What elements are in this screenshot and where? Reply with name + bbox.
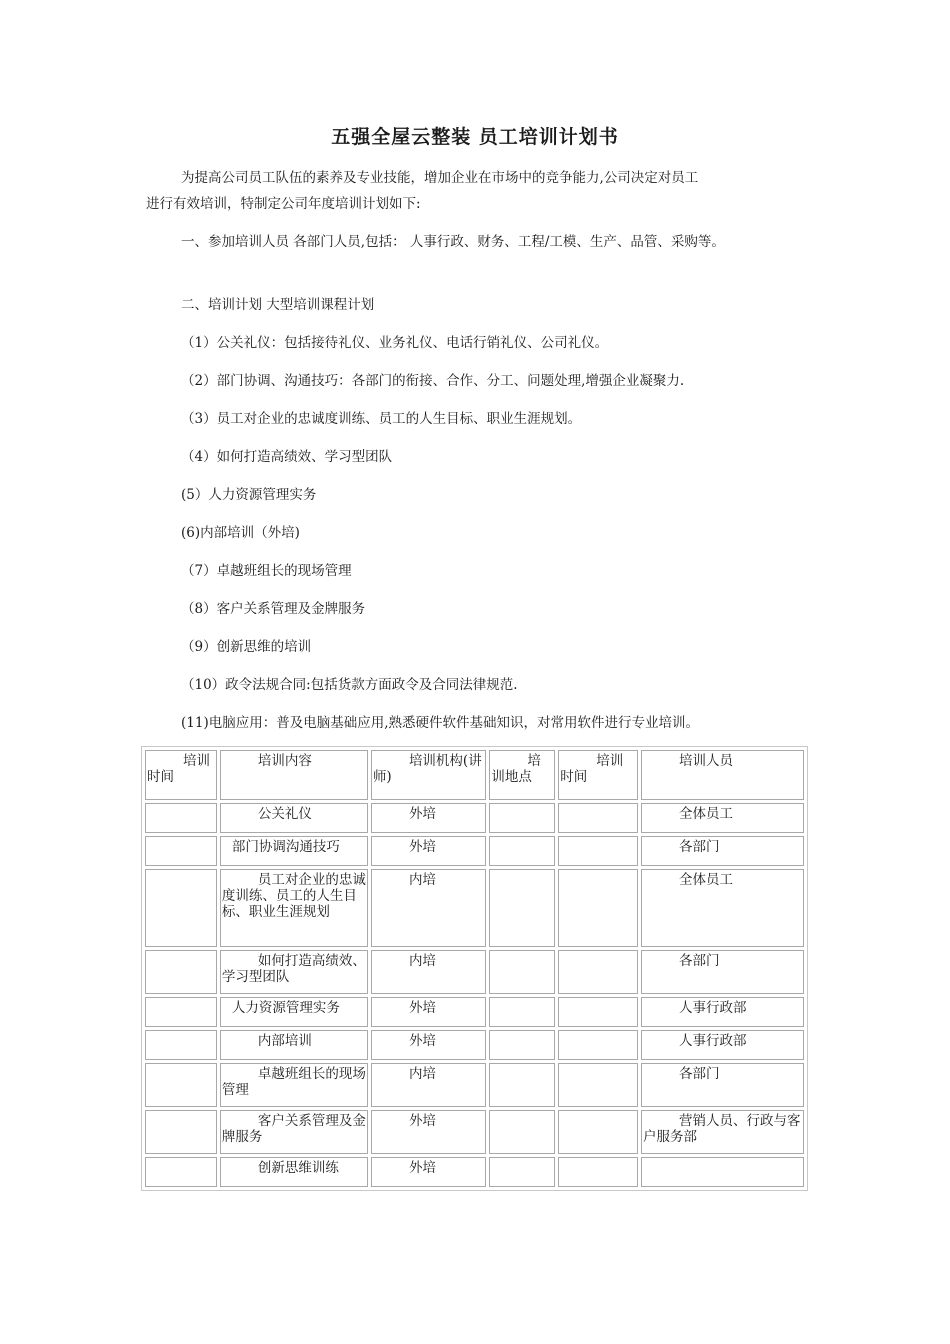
table-cell [558,997,638,1027]
table-cell: 内培 [371,869,486,947]
table-cell: 各部门 [641,1063,804,1107]
table-cell [489,1157,555,1187]
table-row [145,1110,804,1154]
table-row [145,1157,804,1187]
table-cell [489,997,555,1027]
table-cell [145,1030,217,1060]
table-cell [558,1157,638,1187]
table-cell [489,869,555,947]
table-row [145,1030,804,1060]
table-cell: 内培 [371,950,486,994]
table-cell [145,1110,217,1154]
table-row [145,836,804,866]
table-cell [558,1063,638,1107]
table-cell: 营销人员、行政与客户服务部 [641,1110,804,1154]
section-training-plan: 二、培训计划 大型培训课程计划 [181,297,375,313]
table-cell: 人事行政部 [641,1030,804,1060]
table-cell: 部门协调沟通技巧 [220,836,368,866]
plan-item: （2）部门协调、沟通技巧：各部门的衔接、合作、分工、问题处理,增强企业凝聚力. [181,373,685,389]
table-cell [145,1063,217,1107]
table-cell [489,1110,555,1154]
table-row [145,997,804,1027]
table-cell: 客户关系管理及金牌服务 [220,1110,368,1154]
table-row [145,1063,804,1107]
table-cell: 外培 [371,836,486,866]
header-cell: 培训人员 [641,750,804,800]
table-cell [145,950,217,994]
table-cell: 如何打造高绩效、学习型团队 [220,950,368,994]
table-cell [145,1157,217,1187]
table-cell: 外培 [371,997,486,1027]
table-cell: 卓越班组长的现场管理 [220,1063,368,1107]
table-cell: 外培 [371,1030,486,1060]
table-cell: 各部门 [641,950,804,994]
plan-item: （3）员工对企业的忠诚度训练、员工的人生目标、职业生涯规划。 [181,411,582,427]
table-cell: 公关礼仪 [220,803,368,833]
table-header-row [145,750,804,800]
plan-item: (11)电脑应用：普及电脑基础应用,熟悉硬件软件基础知识，对常用软件进行专业培训。 [181,715,700,731]
plan-item: （4）如何打造高绩效、学习型团队 [181,449,393,465]
intro-line-1: 为提高公司员工队伍的素养及专业技能，增加企业在市场中的竞争能力,公司决定对员工 [181,170,699,186]
plan-item: （9）创新思维的培训 [181,639,312,655]
table-cell [489,1063,555,1107]
table-cell [558,950,638,994]
plan-item: (6)内部培训（外培) [181,525,300,541]
table-cell [145,836,217,866]
table-row [145,803,804,833]
table-cell [558,869,638,947]
table-cell [489,1030,555,1060]
document-title: 五强全屋云整装 员工培训计划书 [331,126,619,148]
header-cell: 培训时间 [145,750,217,800]
table-cell [145,803,217,833]
table-row [145,950,804,994]
table-cell: 外培 [371,1157,486,1187]
table-cell [145,869,217,947]
table-cell: 内培 [371,1063,486,1107]
training-schedule-table [141,746,808,1191]
plan-item: （8）客户关系管理及金牌服务 [181,601,366,617]
plan-item: (5）人力资源管理实务 [181,487,317,503]
table-cell [489,950,555,994]
table-cell: 员工对企业的忠诚度训练、员工的人生目标、职业生涯规划 [220,869,368,947]
header-cell: 培训时间 [558,750,638,800]
table-cell [145,997,217,1027]
plan-item: （1）公关礼仪：包括接待礼仪、业务礼仪、电话行销礼仪、公司礼仪。 [181,335,609,351]
table-cell: 人事行政部 [641,997,804,1027]
header-cell: 培训内容 [220,750,368,800]
table-cell [558,803,638,833]
table-cell [558,1110,638,1154]
plan-item: （10）政令法规合同:包括货款方面政令及合同法律规范. [181,677,518,693]
table-cell: 全体员工 [641,869,804,947]
table-cell: 人力资源管理实务 [220,997,368,1027]
plan-item: （7）卓越班组长的现场管理 [181,563,352,579]
section-participants: 一、参加培训人员 各部门人员,包括： 人事行政、财务、工程/工模、生产、品管、采购等。 [181,234,725,250]
table-cell: 全体员工 [641,803,804,833]
intro-line-2: 进行有效培训，特制定公司年度培训计划如下: [146,196,421,212]
table-cell: 外培 [371,803,486,833]
table-row [145,869,804,947]
table-cell [558,1030,638,1060]
table-cell [641,1157,804,1187]
table-cell [489,836,555,866]
table-cell: 外培 [371,1110,486,1154]
table-cell: 创新思维训练 [220,1157,368,1187]
header-cell: 培训地点 [489,750,555,800]
header-cell: 培训机构(讲师) [371,750,486,800]
table-cell [558,836,638,866]
table-cell: 内部培训 [220,1030,368,1060]
table-cell: 各部门 [641,836,804,866]
table-cell [489,803,555,833]
